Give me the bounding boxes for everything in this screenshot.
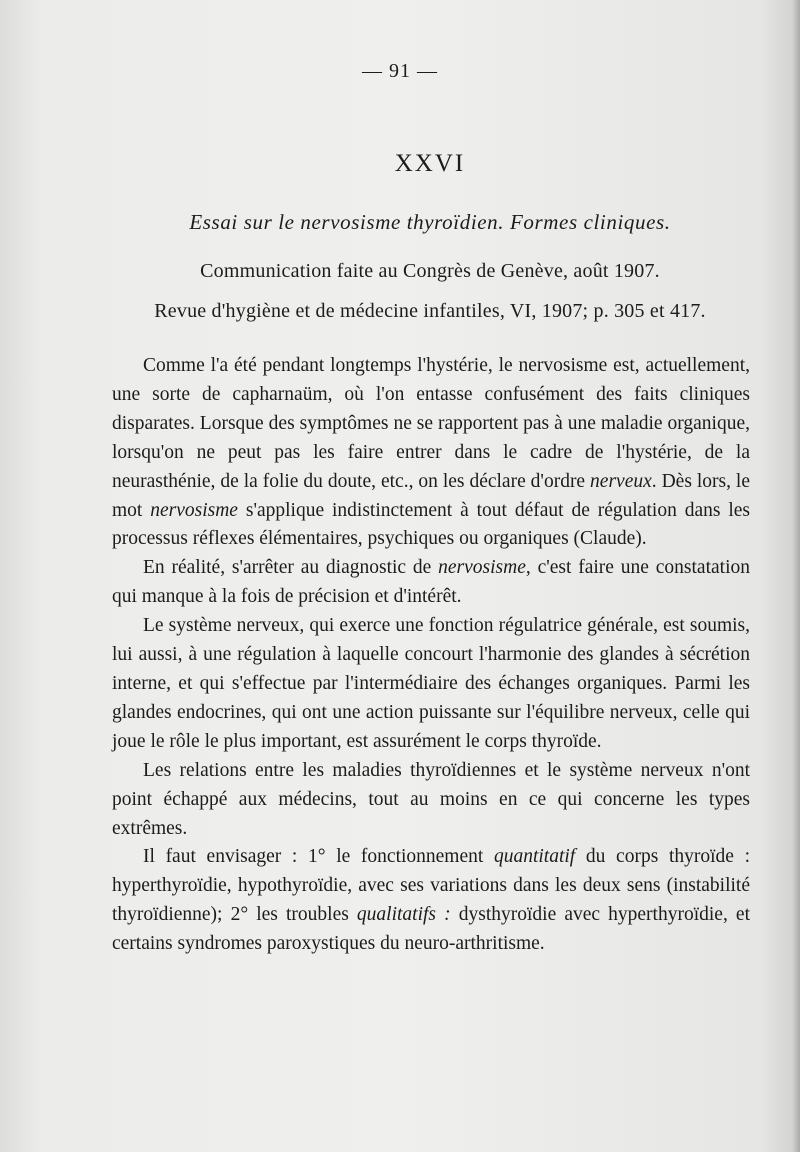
section-number: XXVI bbox=[394, 150, 466, 177]
term-nerveux: nerveux bbox=[590, 470, 652, 492]
term-nervosisme-2: nervosisme bbox=[438, 557, 526, 579]
paragraph-3: Le système nerveux, qui exerce une fonction régulatrice générale, est soumis, lui aussi, à une régulation à laquelle concourt l'harmonie des glandes à sécrétion interne, et qui s'effectue par l'intermédiaire des échanges organiques. Parmi les glandes endocrines, qui ont une action puissante sur l'équilibre nerveux, celle qui joue le rôle le plus important, est assurément le corps thyroïde. bbox=[112, 615, 750, 752]
communication-line: Communication faite au Congrès de Genève, août 1907. bbox=[200, 260, 660, 282]
term-qualitatifs: qualitatifs : bbox=[356, 904, 451, 926]
paragraph-2 bbox=[112, 554, 750, 612]
term-nervosisme: nervosisme bbox=[150, 499, 238, 521]
paragraph-1-text-c: s'applique indistinctement à tout défaut de régulation dans les processus réflexes élémentaires, psychiques ou organiques (Claude). bbox=[112, 499, 750, 550]
paragraph-5-text-b: du corps thyroïde : hyperthyroïdie, hypothyroïdie, avec ses variations dans les deux sens (instabilité thyroïdienne); 2° les troubles bbox=[112, 846, 750, 926]
page-edge-shadow bbox=[792, 0, 800, 1152]
paragraph-5-text-c: dysthyroïdie avec hyperthyroïdie, et certains syndromes paroxystiques du neuro-arthritisme. bbox=[112, 904, 750, 955]
paragraph-1-text-a: Comme l'a été pendant longtemps l'hystérie, le nervosisme est, actuellement, une sorte de capharnaüm, où l'on entasse confusément des faits cliniques disparates. Lorsque des symptômes ne se rapportent pas à une maladie organique, lorsqu'on ne peut pas les faire entrer dans le cadre de l'hystérie, de la neurasthénie, de la folie du doute, etc., on les déclare d'ordre bbox=[112, 355, 750, 492]
page-number: — 91 — bbox=[362, 60, 438, 82]
article-title: Essai sur le nervosisme thyroïdien. Formes cliniques. bbox=[189, 210, 671, 234]
paragraph-1 bbox=[112, 352, 750, 554]
paragraph-5 bbox=[112, 843, 750, 959]
paragraph-2-text-a: En réalité, s'arrêter au diagnostic de bbox=[143, 557, 439, 579]
term-quantitatif: quantitatif bbox=[493, 846, 576, 868]
paragraph-4: Les relations entre les maladies thyroïdiennes et le système nerveux n'ont point échappé aux médecins, tout au moins en ce qui concerne les types extrêmes. bbox=[112, 759, 750, 839]
paragraph-1-text-b: . Dès lors, le mot bbox=[112, 470, 750, 521]
reference-line: Revue d'hygiène et de médecine infantiles, VI, 1907; p. 305 et 417. bbox=[154, 300, 706, 322]
paragraph-5-text-a: Il faut envisager : 1° le fonctionnement bbox=[143, 846, 494, 868]
body-text bbox=[112, 352, 750, 959]
paragraph-2-text-b: , c'est faire une constatation qui manque à la fois de précision et d'intérêt. bbox=[112, 557, 750, 608]
